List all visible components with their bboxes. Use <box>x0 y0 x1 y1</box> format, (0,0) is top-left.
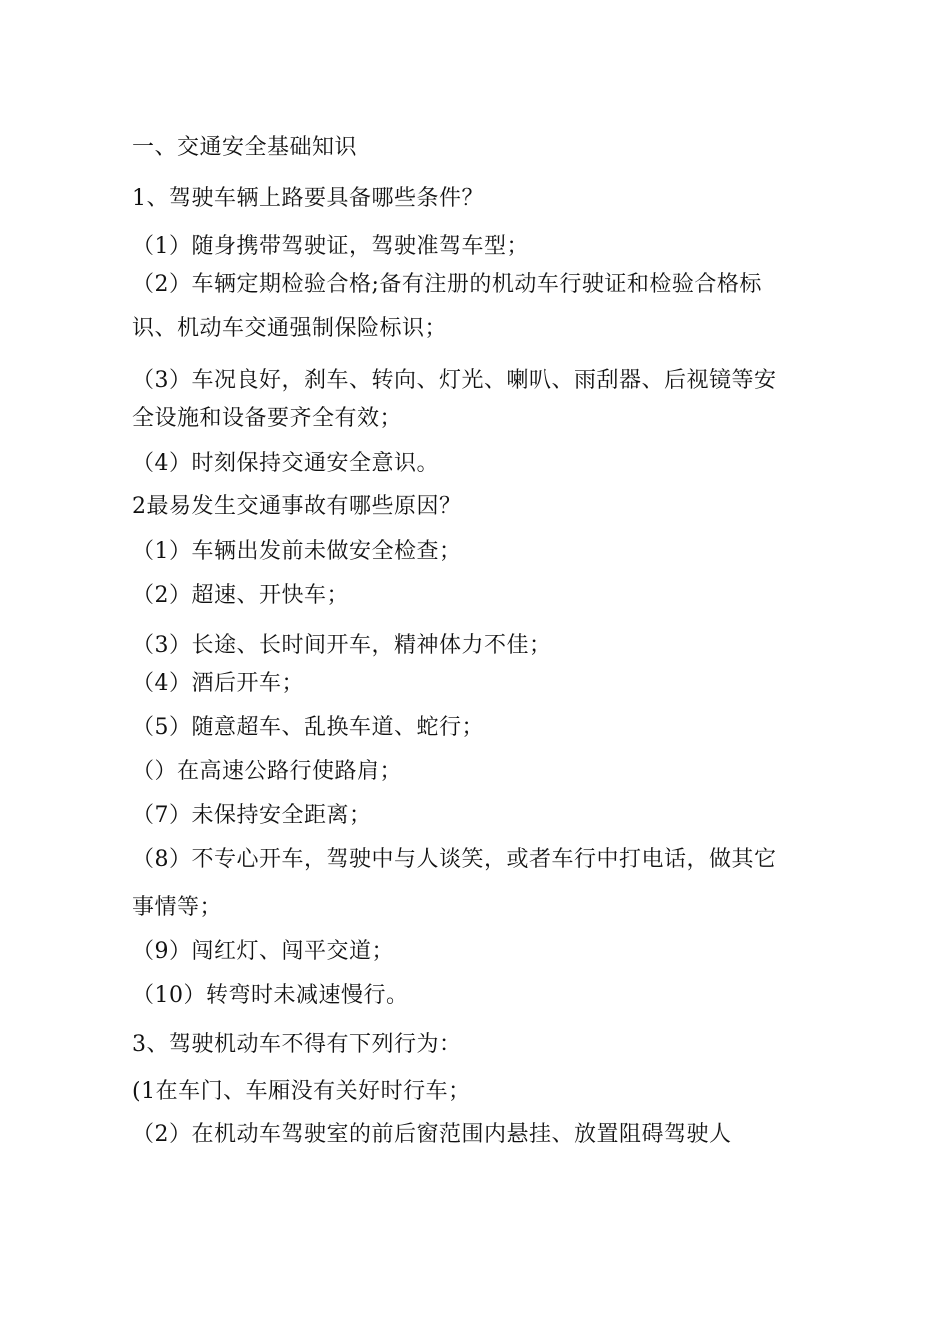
question-2: 2最易发生交通事故有哪些原因？ <box>132 494 462 519</box>
text-line: （1）随身携带驾驶证，驾驶准驾车型； <box>132 234 529 259</box>
text-line: 事情等； <box>132 895 223 920</box>
text-line: （7）未保持安全距离； <box>132 803 372 828</box>
question-3: 3、驾驶机动车不得有下列行为： <box>132 1032 462 1057</box>
text-line: （1）车辆出发前未做安全检查； <box>132 539 462 564</box>
text-line: （2）在机动车驾驶室的前后窗范围内悬挂、放置阻碍驾驶人 <box>132 1122 732 1147</box>
text-line: （4）酒后开车； <box>132 671 304 696</box>
text-line: 识、机动车交通强制保险标识； <box>132 316 448 341</box>
text-line: （3）车况良好，刹车、转向、灯光、喇叭、雨刮器、后视镜等安 <box>132 368 777 393</box>
text-line: （4）时刻保持交通安全意识。 <box>132 451 439 476</box>
text-line: （）在高速公路行使路肩； <box>132 759 403 784</box>
question-1: 1、驾驶车辆上路要具备哪些条件？ <box>132 186 484 211</box>
text-line: （2）车辆定期检验合格;备有注册的机动车行驶证和检验合格标 <box>132 272 762 297</box>
text-line: (1在车门、车厢没有关好时行车； <box>132 1079 471 1104</box>
section-heading: 一、交通安全基础知识 <box>132 135 358 160</box>
text-line: （5）随意超车、乱换车道、蛇行； <box>132 715 484 740</box>
text-line: 全设施和设备要齐全有效； <box>132 406 403 431</box>
text-line: （10）转弯时未减速慢行。 <box>132 983 409 1008</box>
text-line: （2）超速、开快车； <box>132 583 349 608</box>
text-line: （9）闯红灯、闯平交道； <box>132 939 394 964</box>
text-line: （8）不专心开车，驾驶中与人谈笑，或者车行中打电话，做其它 <box>132 847 777 872</box>
text-line: （3）长途、长时间开车，精神体力不佳； <box>132 633 552 658</box>
